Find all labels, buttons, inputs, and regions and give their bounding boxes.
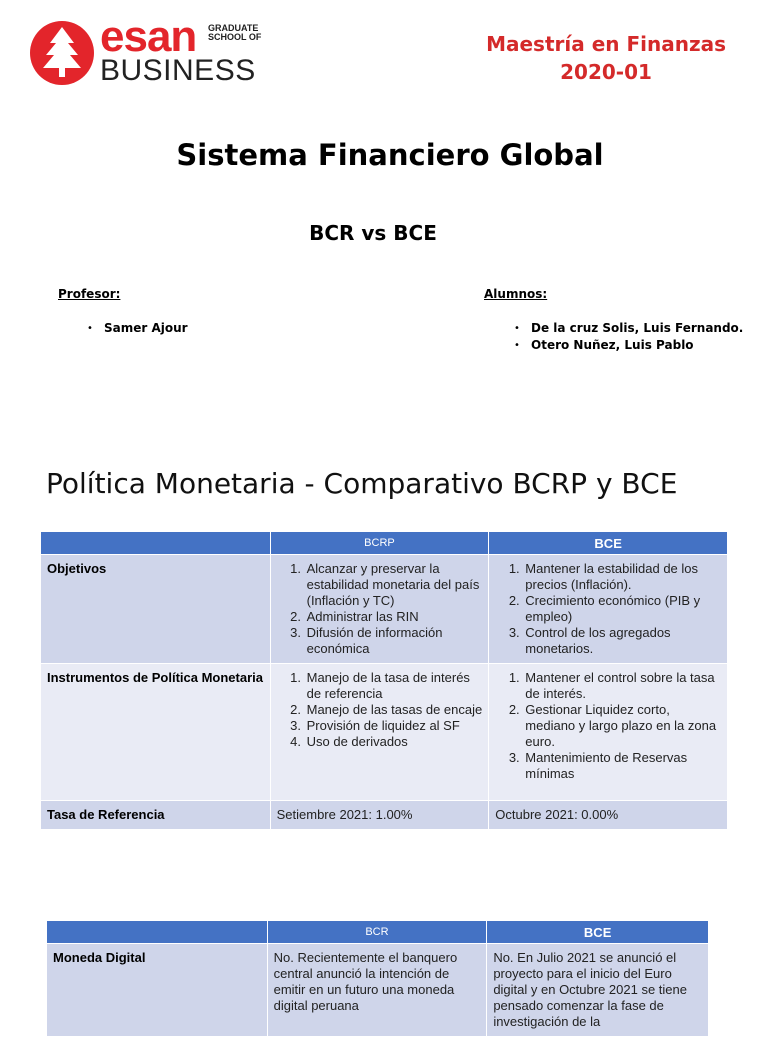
alumnos-list (531, 320, 743, 354)
table-header-row (41, 532, 728, 555)
header-empty (47, 921, 268, 944)
cell-bce (489, 555, 728, 664)
list-item: 3. Control de los agregados monetarios. (523, 625, 721, 657)
cell-bce: No. En Julio 2021 se anunció el proyecto para el inicio del Euro digital y en Octubre 2021 se tiene pensado comenzar la fase de investigación de la (487, 944, 709, 1037)
comparison-table-digital (46, 920, 709, 1037)
list-item: 1. Mantener el control sobre la tasa de interés. (523, 670, 721, 702)
cell-bce: Octubre 2021: 0.00% (489, 801, 728, 830)
logo-tagline: GRADUATE SCHOOL OF (208, 23, 262, 42)
list-item: 2. Crecimiento económico (PIB y empleo) (523, 593, 721, 625)
cell-bcrp (270, 664, 489, 801)
cell-bcr: No. Recientemente el banquero central anunció la intención de emitir en un futuro una moneda digital peruana (267, 944, 487, 1037)
table-header-row (47, 921, 709, 944)
table-row (41, 664, 728, 801)
list-item: 1. Alcanzar y preservar la estabilidad monetaria del país (Inflación y TC) (305, 561, 483, 609)
list-item: 2. Manejo de las tasas de encaje (305, 702, 483, 718)
header-bce: BCE (489, 532, 728, 555)
list-item: 2. Administrar las RIN (305, 609, 483, 625)
program-info (486, 30, 726, 86)
table-row (41, 555, 728, 664)
table-row (47, 944, 709, 1037)
list-item: 1. Mantener la estabilidad de los precios (Inflación). (523, 561, 721, 593)
header-bcr: BCR (267, 921, 487, 944)
header-bce: BCE (487, 921, 709, 944)
list-item: 3. Provisión de liquidez al SF (305, 718, 483, 734)
profesor-label: Profesor: (58, 287, 121, 301)
list-item: 3. Difusión de información económica (305, 625, 483, 657)
list-item: 4. Uso de derivados (305, 734, 483, 750)
program-term: 2020-01 (560, 60, 652, 84)
table-row (41, 801, 728, 830)
cell-bce (489, 664, 728, 801)
row-label: Instrumentos de Política Monetaria (41, 664, 271, 801)
alumno-item: • Otero Nuñez, Luis Pablo (531, 337, 743, 354)
esan-logo (30, 12, 262, 90)
row-label: Tasa de Referencia (41, 801, 271, 830)
logo-brand: esan (100, 12, 197, 61)
row-label: Objetivos (41, 555, 271, 664)
header-bcrp: BCRP (270, 532, 489, 555)
cover-subtitle: BCR vs BCE (309, 221, 437, 245)
logo-word: BUSINESS (100, 54, 256, 87)
program-name: Maestría en Finanzas (486, 32, 726, 56)
cell-bcrp: Setiembre 2021: 1.00% (270, 801, 489, 830)
list-item: 2. Gestionar Liquidez corto, mediano y largo plazo en la zona euro. (523, 702, 721, 750)
profesor-list (104, 320, 188, 337)
header-empty (41, 532, 271, 555)
section-title: Política Monetaria - Comparativo BCRP y BCE (46, 467, 678, 500)
row-label: Moneda Digital (47, 944, 268, 1037)
cell-bcrp (270, 555, 489, 664)
alumnos-label: Alumnos: (484, 287, 548, 301)
profesor-item: • Samer Ajour (104, 320, 188, 337)
alumno-item: • De la cruz Solis, Luis Fernando. (531, 320, 743, 337)
tree-emblem-icon (30, 21, 94, 85)
course-title: Sistema Financiero Global (176, 138, 604, 172)
comparison-table-policy (40, 531, 728, 830)
list-item: 3. Mantenimiento de Reservas mínimas (523, 750, 721, 782)
list-item: 1. Manejo de la tasa de interés de referencia (305, 670, 483, 702)
